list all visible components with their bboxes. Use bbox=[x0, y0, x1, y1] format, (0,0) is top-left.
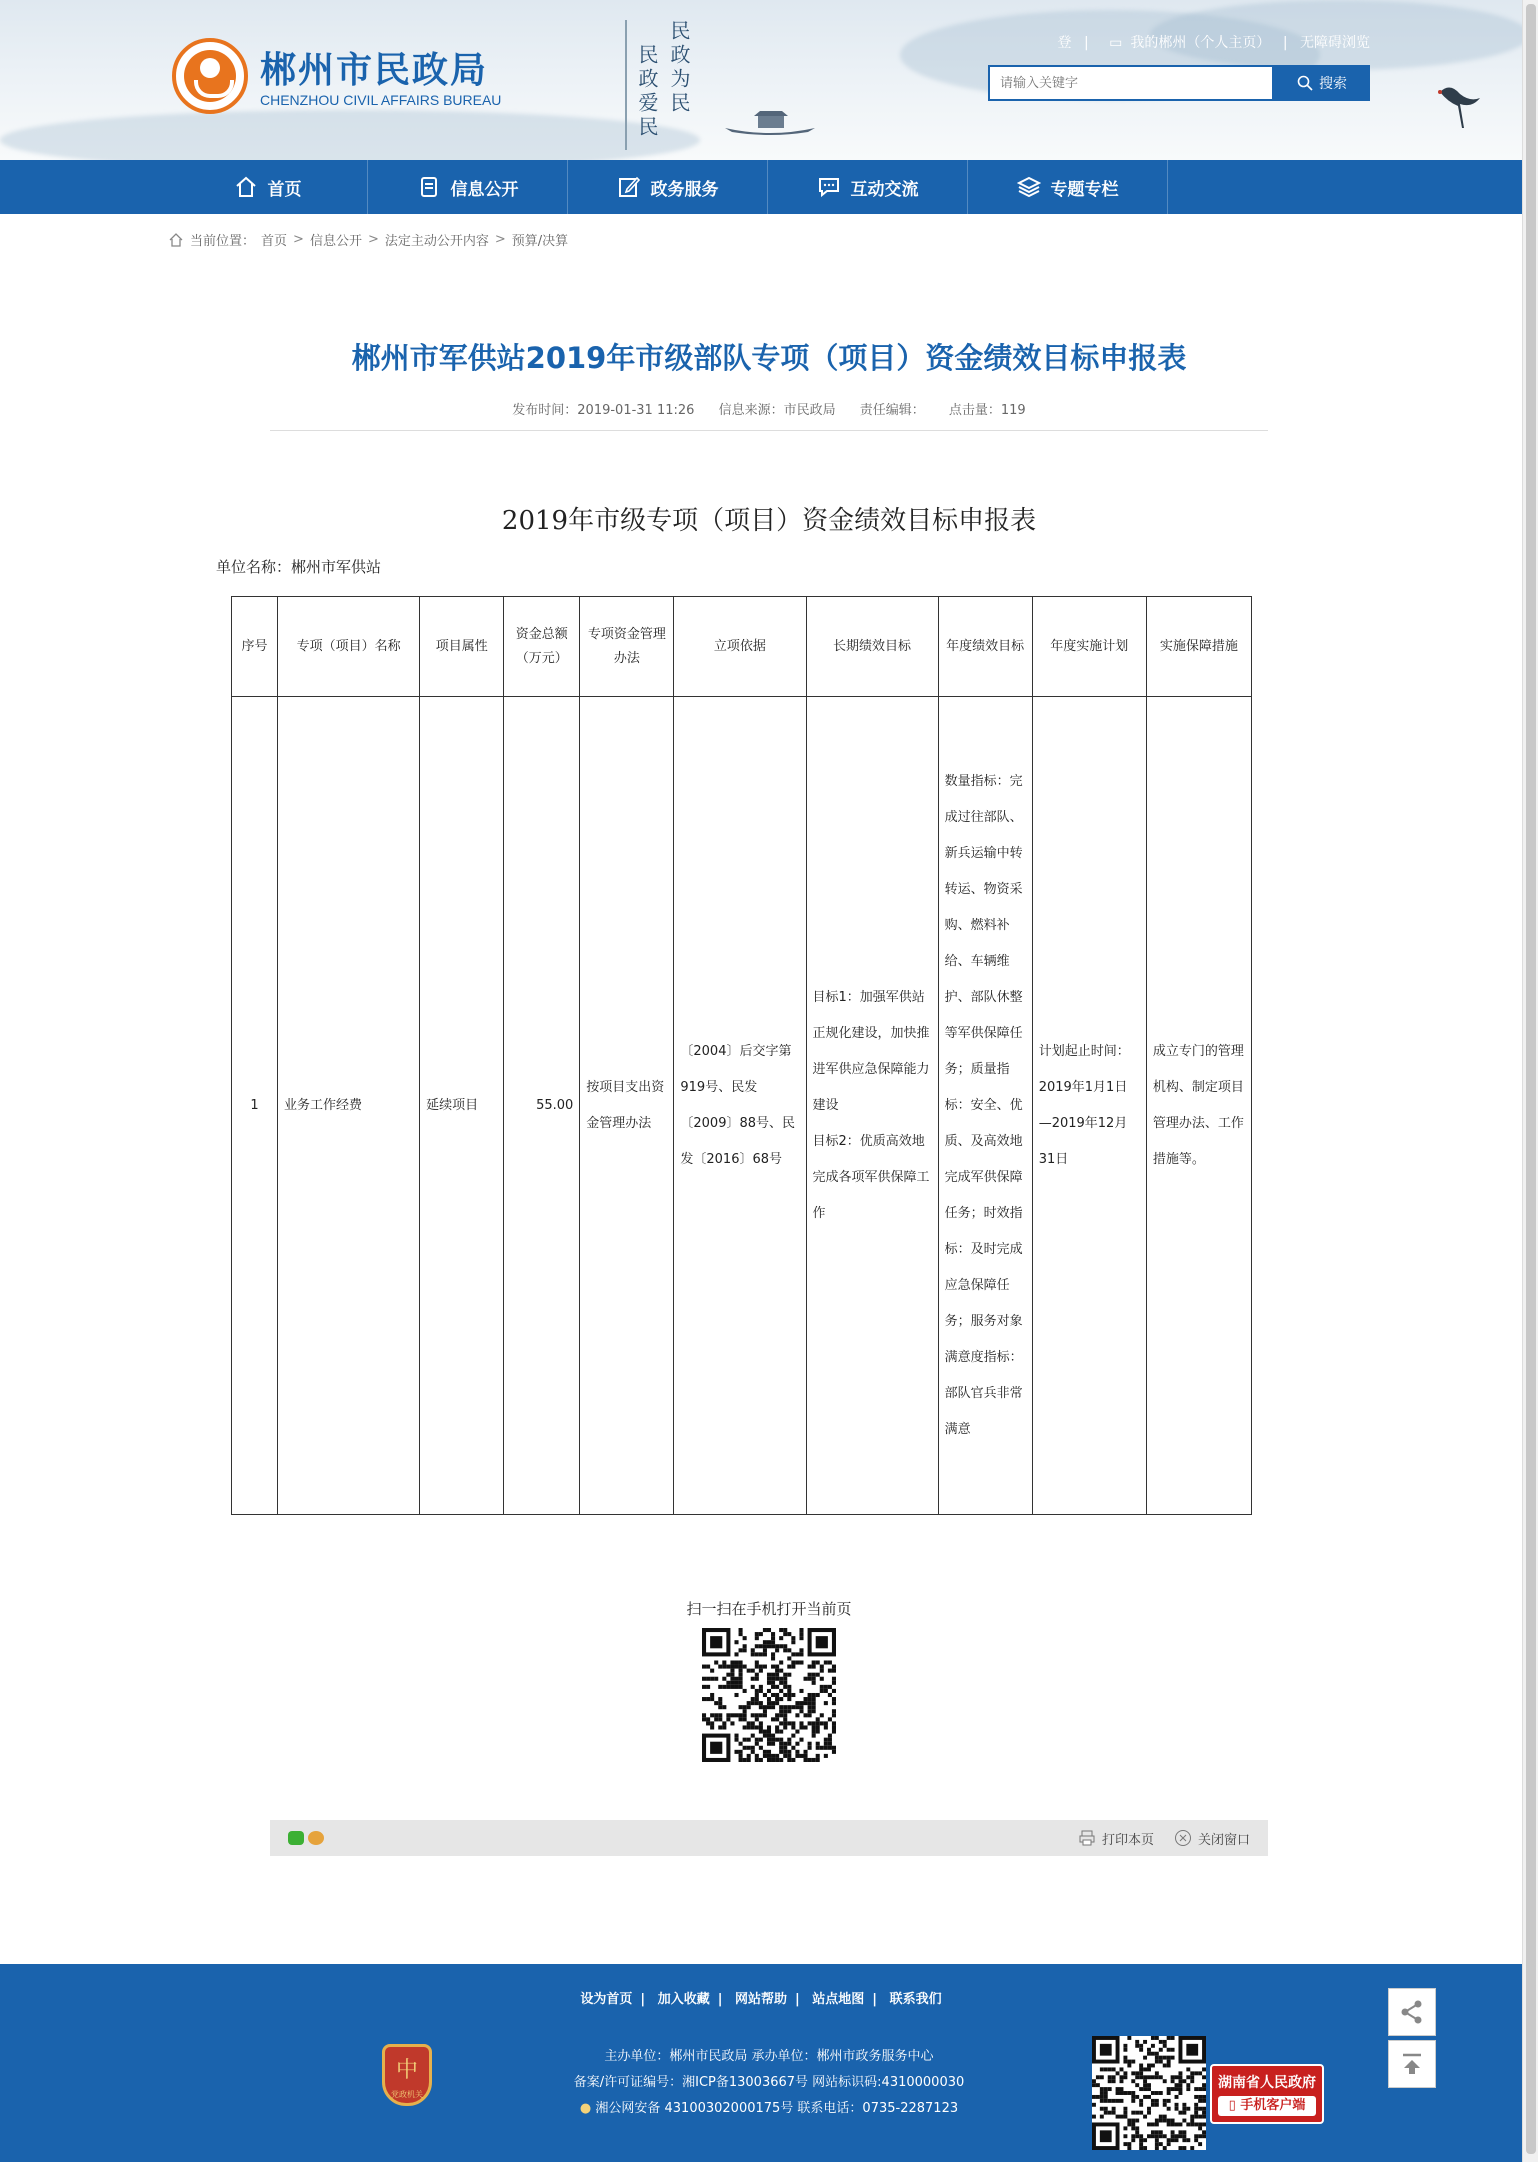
col-attr: 项目属性 bbox=[420, 597, 504, 697]
nav-gov-services[interactable] bbox=[568, 160, 768, 214]
login-link[interactable]: 登 bbox=[1057, 35, 1072, 51]
unit-name: 单位名称：郴州市军供站 bbox=[216, 558, 382, 576]
share-float-button[interactable] bbox=[1388, 1988, 1436, 2036]
table-title: 2019年市级专项（项目）资金绩效目标申报表 bbox=[501, 506, 1037, 536]
gov-app-title: 湖南省人民政府 bbox=[1218, 2075, 1316, 2091]
svg-text:党政机关: 党政机关 bbox=[391, 2090, 423, 2099]
long-goal-1: 目标1：加强军供站正规化建设，加快推进军供应急保障能力建设 bbox=[812, 989, 930, 1113]
close-icon bbox=[1174, 1829, 1192, 1847]
top-links: 登 | ▭ 我的郴州（个人主页） | 无障碍浏览 bbox=[1057, 35, 1370, 51]
crane-icon bbox=[1430, 72, 1490, 132]
police-badge-icon: ● bbox=[579, 2101, 592, 2116]
phone-icon: ▯ bbox=[1228, 2098, 1236, 2113]
col-method: 专项资金管理办法 bbox=[580, 597, 674, 697]
breadcrumb-label: 当前位置： bbox=[190, 234, 256, 249]
footer-qr-code bbox=[1092, 2036, 1206, 2150]
nav-home-label: 首页 bbox=[267, 179, 302, 200]
boat-icon bbox=[720, 108, 820, 136]
accessibility-link[interactable]: 无障碍浏览 bbox=[1300, 35, 1370, 51]
cell-measures: 成立专门的管理机构、制定项目管理办法、工作措施等。 bbox=[1146, 697, 1251, 1515]
site-subtitle: CHENZHOU CIVIL AFFAIRS BUREAU bbox=[260, 92, 502, 108]
my-chenzhou-link[interactable]: ▭ 我的郴州（个人主页） bbox=[1109, 35, 1271, 51]
edit-icon bbox=[617, 175, 641, 199]
wechat-icon[interactable] bbox=[288, 1831, 304, 1845]
cell-method: 按项目支出资金管理办法 bbox=[580, 697, 674, 1515]
divider bbox=[270, 430, 1268, 431]
col-annual-goal: 年度绩效目标 bbox=[938, 597, 1032, 697]
cell-amount: 55.00 bbox=[504, 697, 580, 1515]
footer-links: 设为首页 | 加入收藏 | 网站帮助 | 站点地图 | 联系我们 bbox=[580, 1992, 942, 2007]
nav-special-topics[interactable] bbox=[968, 160, 1168, 214]
header-banner bbox=[0, 0, 1522, 160]
layers-icon bbox=[1017, 175, 1041, 199]
article-title: 郴州市军供站2019年市级部队专项（项目）资金绩效目标申报表 bbox=[351, 341, 1187, 375]
click-count: 点击量：119 bbox=[948, 403, 1026, 418]
main-nav bbox=[0, 160, 1522, 214]
gov-app-link[interactable] bbox=[1210, 2064, 1324, 2124]
long-goal-2: 目标2：优质高效地完成各项军供保障工作 bbox=[812, 1133, 930, 1221]
search-icon bbox=[1297, 75, 1313, 91]
share-toolbar bbox=[270, 1820, 1268, 1856]
footer-link-homepage[interactable]: 设为首页 bbox=[580, 1992, 633, 2007]
slogan-line-2: 民政爱民 bbox=[635, 44, 659, 140]
col-amount: 资金总额（万元） bbox=[504, 597, 580, 697]
col-plan: 年度实施计划 bbox=[1032, 597, 1146, 697]
table-header-row bbox=[232, 597, 1252, 697]
col-no: 序号 bbox=[232, 597, 278, 697]
breadcrumb-category[interactable]: 法定主动公开内容 bbox=[384, 234, 489, 249]
footer-link-contact[interactable]: 联系我们 bbox=[889, 1992, 942, 2007]
share-icon bbox=[1398, 1998, 1426, 2026]
breadcrumb: 当前位置： 首页 > 信息公开 > 法定主动公开内容 > 预算/决算 bbox=[168, 230, 568, 249]
cell-annual-goal: 数量指标：完成过往部队、新兵运输中转转运、物资采购、燃料补给、车辆维护、部队休整等军供保障任务；质量指标：安全、优质、及高效地完成军供保障任务；时效指标：及时完成应急保障任务；服务对象满意度指标：部队官兵非常满意 bbox=[938, 697, 1032, 1515]
close-window-button[interactable] bbox=[1174, 1829, 1250, 1848]
search-button-label: 搜索 bbox=[1319, 76, 1347, 92]
footer bbox=[0, 1964, 1522, 2162]
breadcrumb-home[interactable]: 首页 bbox=[261, 234, 288, 249]
article-meta bbox=[0, 399, 1538, 418]
close-label: 关闭窗口 bbox=[1197, 1832, 1250, 1848]
info-source: 信息来源：市民政局 bbox=[718, 403, 836, 418]
site-logo[interactable] bbox=[172, 38, 248, 114]
slogan-calligraphy bbox=[625, 20, 691, 150]
footer-link-help[interactable]: 网站帮助 bbox=[734, 1992, 787, 2007]
breadcrumb-current[interactable]: 预算/决算 bbox=[511, 234, 569, 249]
cell-name: 业务工作经费 bbox=[278, 697, 420, 1515]
col-long-goal: 长期绩效目标 bbox=[806, 597, 938, 697]
weibo-icon[interactable] bbox=[308, 1831, 324, 1845]
print-button[interactable] bbox=[1078, 1829, 1154, 1848]
footer-link-sitemap[interactable]: 站点地图 bbox=[812, 1992, 865, 2007]
cell-attr: 延续项目 bbox=[420, 697, 504, 1515]
site-title[interactable]: 郴州市民政局 bbox=[260, 50, 489, 91]
performance-table bbox=[231, 596, 1252, 1515]
table-row bbox=[232, 697, 1252, 1515]
nav-interaction-label: 互动交流 bbox=[850, 179, 919, 200]
editor: 责任编辑： bbox=[859, 403, 925, 418]
slogan-line-1: 民政为民 bbox=[667, 20, 691, 116]
search-input[interactable] bbox=[990, 67, 1272, 99]
scrollbar-thumb[interactable] bbox=[1526, 4, 1536, 2154]
nav-topics-label: 专题专栏 bbox=[1050, 179, 1119, 200]
cell-basis: 〔2004〕后交字第919号、民发〔2009〕88号、民发〔2016〕68号 bbox=[674, 697, 806, 1515]
gov-app-sub: ▯ 手机客户端 bbox=[1218, 2096, 1316, 2116]
footer-icp: 备案/许可证编号：湘ICP备13003667号 网站标识码:4310000030 bbox=[573, 2075, 965, 2090]
footer-police: ● 湘公网安备 43100302000175号 联系电话：0735-2287123 bbox=[579, 2101, 959, 2116]
search-button[interactable] bbox=[1274, 65, 1370, 101]
back-to-top-button[interactable] bbox=[1388, 2040, 1436, 2088]
col-measures: 实施保障措施 bbox=[1146, 597, 1251, 697]
nav-info-label: 信息公开 bbox=[450, 179, 519, 200]
cell-long-goal bbox=[806, 697, 938, 1515]
col-name: 专项（项目）名称 bbox=[278, 597, 420, 697]
nav-info-disclosure[interactable] bbox=[368, 160, 568, 214]
nav-services-label: 政务服务 bbox=[650, 179, 719, 200]
nav-home[interactable] bbox=[168, 160, 368, 214]
banner-mist bbox=[0, 110, 700, 160]
breadcrumb-info[interactable]: 信息公开 bbox=[309, 234, 362, 249]
scan-text: 扫一扫在手机打开当前页 bbox=[686, 1600, 852, 1618]
printer-icon bbox=[1078, 1829, 1096, 1847]
footer-link-favorite[interactable]: 加入收藏 bbox=[657, 1992, 710, 2007]
cell-no: 1 bbox=[232, 697, 278, 1515]
svg-text:中: 中 bbox=[395, 2058, 419, 2083]
document-icon bbox=[417, 175, 441, 199]
arrow-up-icon bbox=[1398, 2050, 1426, 2078]
col-basis: 立项依据 bbox=[674, 597, 806, 697]
nav-interaction[interactable] bbox=[768, 160, 968, 214]
home-icon bbox=[168, 232, 184, 248]
footer-organizer: 主办单位：郴州市民政局 承办单位：郴州市政务服务中心 bbox=[604, 2049, 934, 2064]
home-icon bbox=[234, 175, 258, 199]
monitor-icon: ▭ bbox=[1109, 35, 1123, 51]
publish-time: 发布时间：2019-01-31 11:26 bbox=[512, 403, 695, 418]
cell-plan: 计划起止时间：2019年1月1日—2019年12月31日 bbox=[1032, 697, 1146, 1515]
search-box bbox=[988, 65, 1274, 101]
page-scrollbar[interactable] bbox=[1522, 0, 1538, 2162]
print-label: 打印本页 bbox=[1101, 1832, 1154, 1848]
chat-icon bbox=[817, 175, 841, 199]
page-qr-code bbox=[702, 1628, 836, 1762]
